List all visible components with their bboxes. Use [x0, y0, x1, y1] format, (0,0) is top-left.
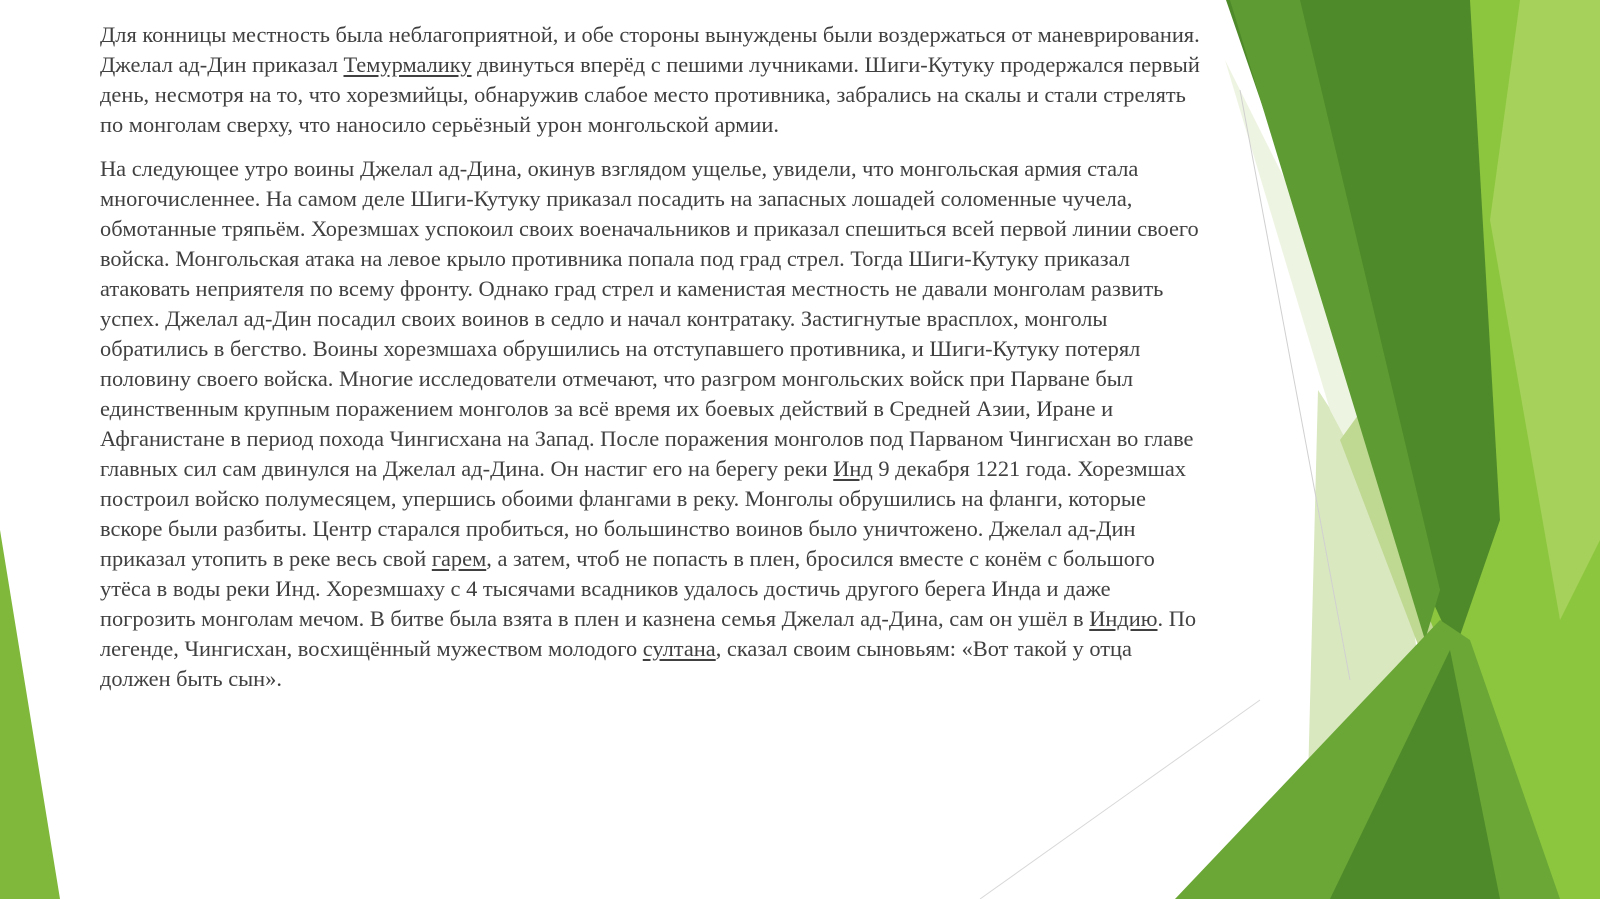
paragraph-2-text-e: , сказал своим сыновьям: «Вот такой у отца должен быть сын». [100, 636, 1132, 691]
paragraph-1-text-b: двинуться вперёд с пешими лучниками. Шиги-Кутуку продержался первый день, несмотря на то, что хорезмийцы, обнаружив слабое место противника, забрались на скалы и стали стрелять по монголам сверху, что наносило серьёзный урон монгольской армии. [100, 52, 1200, 137]
paragraph-2-text-c: , а затем, чтоб не попасть в плен, бросился вместе с конём с большого утёса в воды реки Инд. Хорезмшаху с 4 тысячами всадников удалось достичь другого берега Инда и даже погрозить монголам мечом. В битве была взята в плен и казнена семья Джелал ад-Дина, сам он ушёл в [100, 546, 1155, 631]
slide-text-body [100, 20, 1204, 708]
paragraph-2 [100, 154, 1204, 694]
link-sultan[interactable]: султана [642, 636, 716, 661]
left-green-wedge [0, 530, 60, 899]
paragraph-2-text-d: . По легенде, Чингисхан, восхищённый мужеством молодого [100, 606, 1197, 661]
link-temurmalik[interactable]: Темурмалику [343, 52, 472, 77]
link-garem[interactable]: гарем [431, 546, 487, 571]
paragraph-1 [100, 20, 1204, 140]
paragraph-2-text-b: 9 декабря 1221 года. Хорезмшах построил войско полумесяцем, упершись обоими флангами в реку. Монголы обрушились на фланги, которые вскоре были разбиты. Центр старался пробиться, но большинство воинов было уничтожено. Джелал ад-Дин приказал утопить в реке весь свой [100, 456, 1186, 571]
paragraph-2-text-a: На следующее утро воины Джелал ад-Дина, окинув взглядом ущелье, увидели, что монгольская армия стала многочисленнее. На самом деле Шиги-Кутуку приказал посадить на запасных лошадей соломенные чучела, обмотанные тряпьём. Хорезмшах успокоил своих военачальников и приказал спешиться всей первой линии своего войска. Монгольская атака на левое крыло противника попала под град стрел. Тогда Шиги-Кутуку приказал атаковать неприятеля по всему фронту. Однако град стрел и каменистая местность не давали монголам развить успех. Джелал ад-Дин посадил своих воинов в седло и начал контратаку. Застигнутые врасплох, монголы обратились в бегство. Воины хорезмшаха обрушились на отступавшего противника, и Шиги-Кутуку потерял половину своего войска. Многие исследователи отмечают, что разгром монгольских войск при Парване был единственным крупным поражением монголов за всё время их боевых действий в Средней Азии, Иране и Афганистане в период похода Чингисхана на Запад. После поражения монголов под Парваном Чингисхан во главе главных сил сам двинулся на Джелал ад-Дина. Он настиг его на берегу реки [100, 156, 1199, 481]
link-india[interactable]: Индию [1089, 606, 1158, 631]
link-ind[interactable]: Инд [833, 456, 873, 481]
paragraph-1-text-a: Для конницы местность была неблагоприятной, и обе стороны вынуждены были воздержаться от маневрирования. Джелал ад-Дин приказал [100, 22, 1200, 77]
